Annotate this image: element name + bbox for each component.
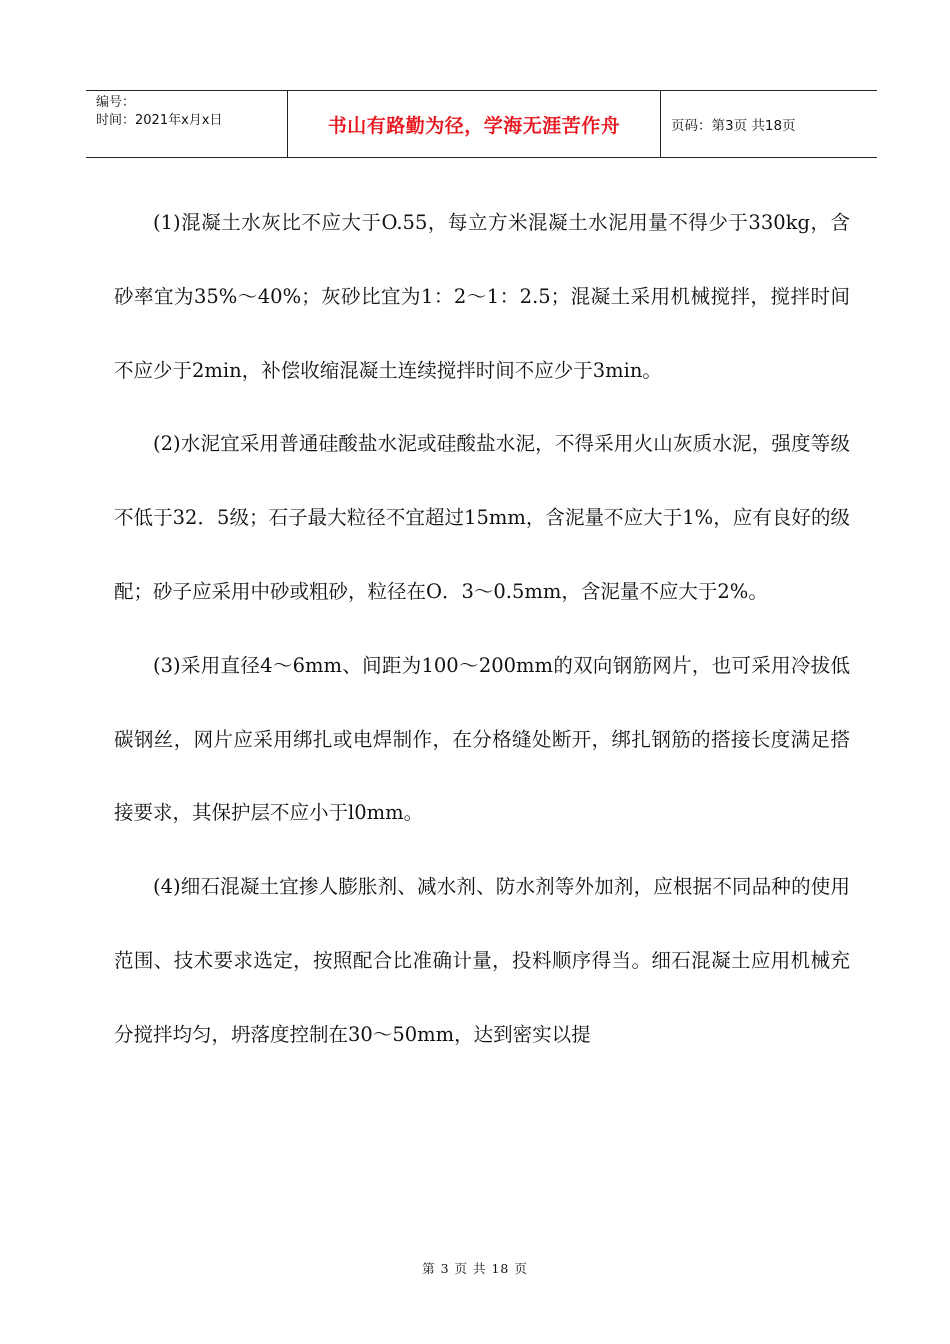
paragraph-1: (1)混凝土水灰比不应大于O.55，每立方米混凝土水泥用量不得少于330kg，含砂率宜为35%～40%；灰砂比宜为1：2～1：2.5；混凝土采用机械搅拌，搅拌时间不应少于2min，补偿收缩混凝土连续搅拌时间不应少于3min。 <box>114 211 850 382</box>
header-meta <box>86 91 288 157</box>
header-motto: 书山有路勤为径，学海无涯苦作舟 <box>288 91 661 157</box>
paragraph-4: (4)细石混凝土宜掺人膨胀剂、减水剂、防水剂等外加剂，应根据不同品种的使用范围、技术要求选定，按照配合比准确计量，投料顺序得当。细石混凝土应用机械充分搅拌均匀，坍落度控制在30～50mm，达到密实以提 <box>114 875 850 1046</box>
header-page-info: 页码：第3页 共18页 <box>671 118 796 134</box>
document-time: 时间：2021年x月x日 <box>96 113 223 128</box>
document-body <box>114 186 850 1072</box>
document-number-label: 编号： <box>96 95 136 110</box>
paragraph-3: (3)采用直径4～6mm、间距为100～200mm的双向钢筋网片，也可采用冷拔低碳钢丝，网片应采用绑扎或电焊制作，在分格缝处断开，绑扎钢筋的搭接长度满足搭接要求，其保护层不应小于l0mm。 <box>114 653 850 825</box>
paragraph-2: (2)水泥宜采用普通硅酸盐水泥或硅酸盐水泥，不得采用火山灰质水泥，强度等级不低于32．5级；石子最大粒径不宜超过15mm，含泥量不应大于1%，应有良好的级配；砂子应采用中砂或粗砂，粒径在O．3～0.5mm，含泥量不应大于2%。 <box>114 432 850 603</box>
page-header <box>86 90 877 158</box>
page-footer: 第 3 页 共 18 页 <box>422 1261 528 1276</box>
